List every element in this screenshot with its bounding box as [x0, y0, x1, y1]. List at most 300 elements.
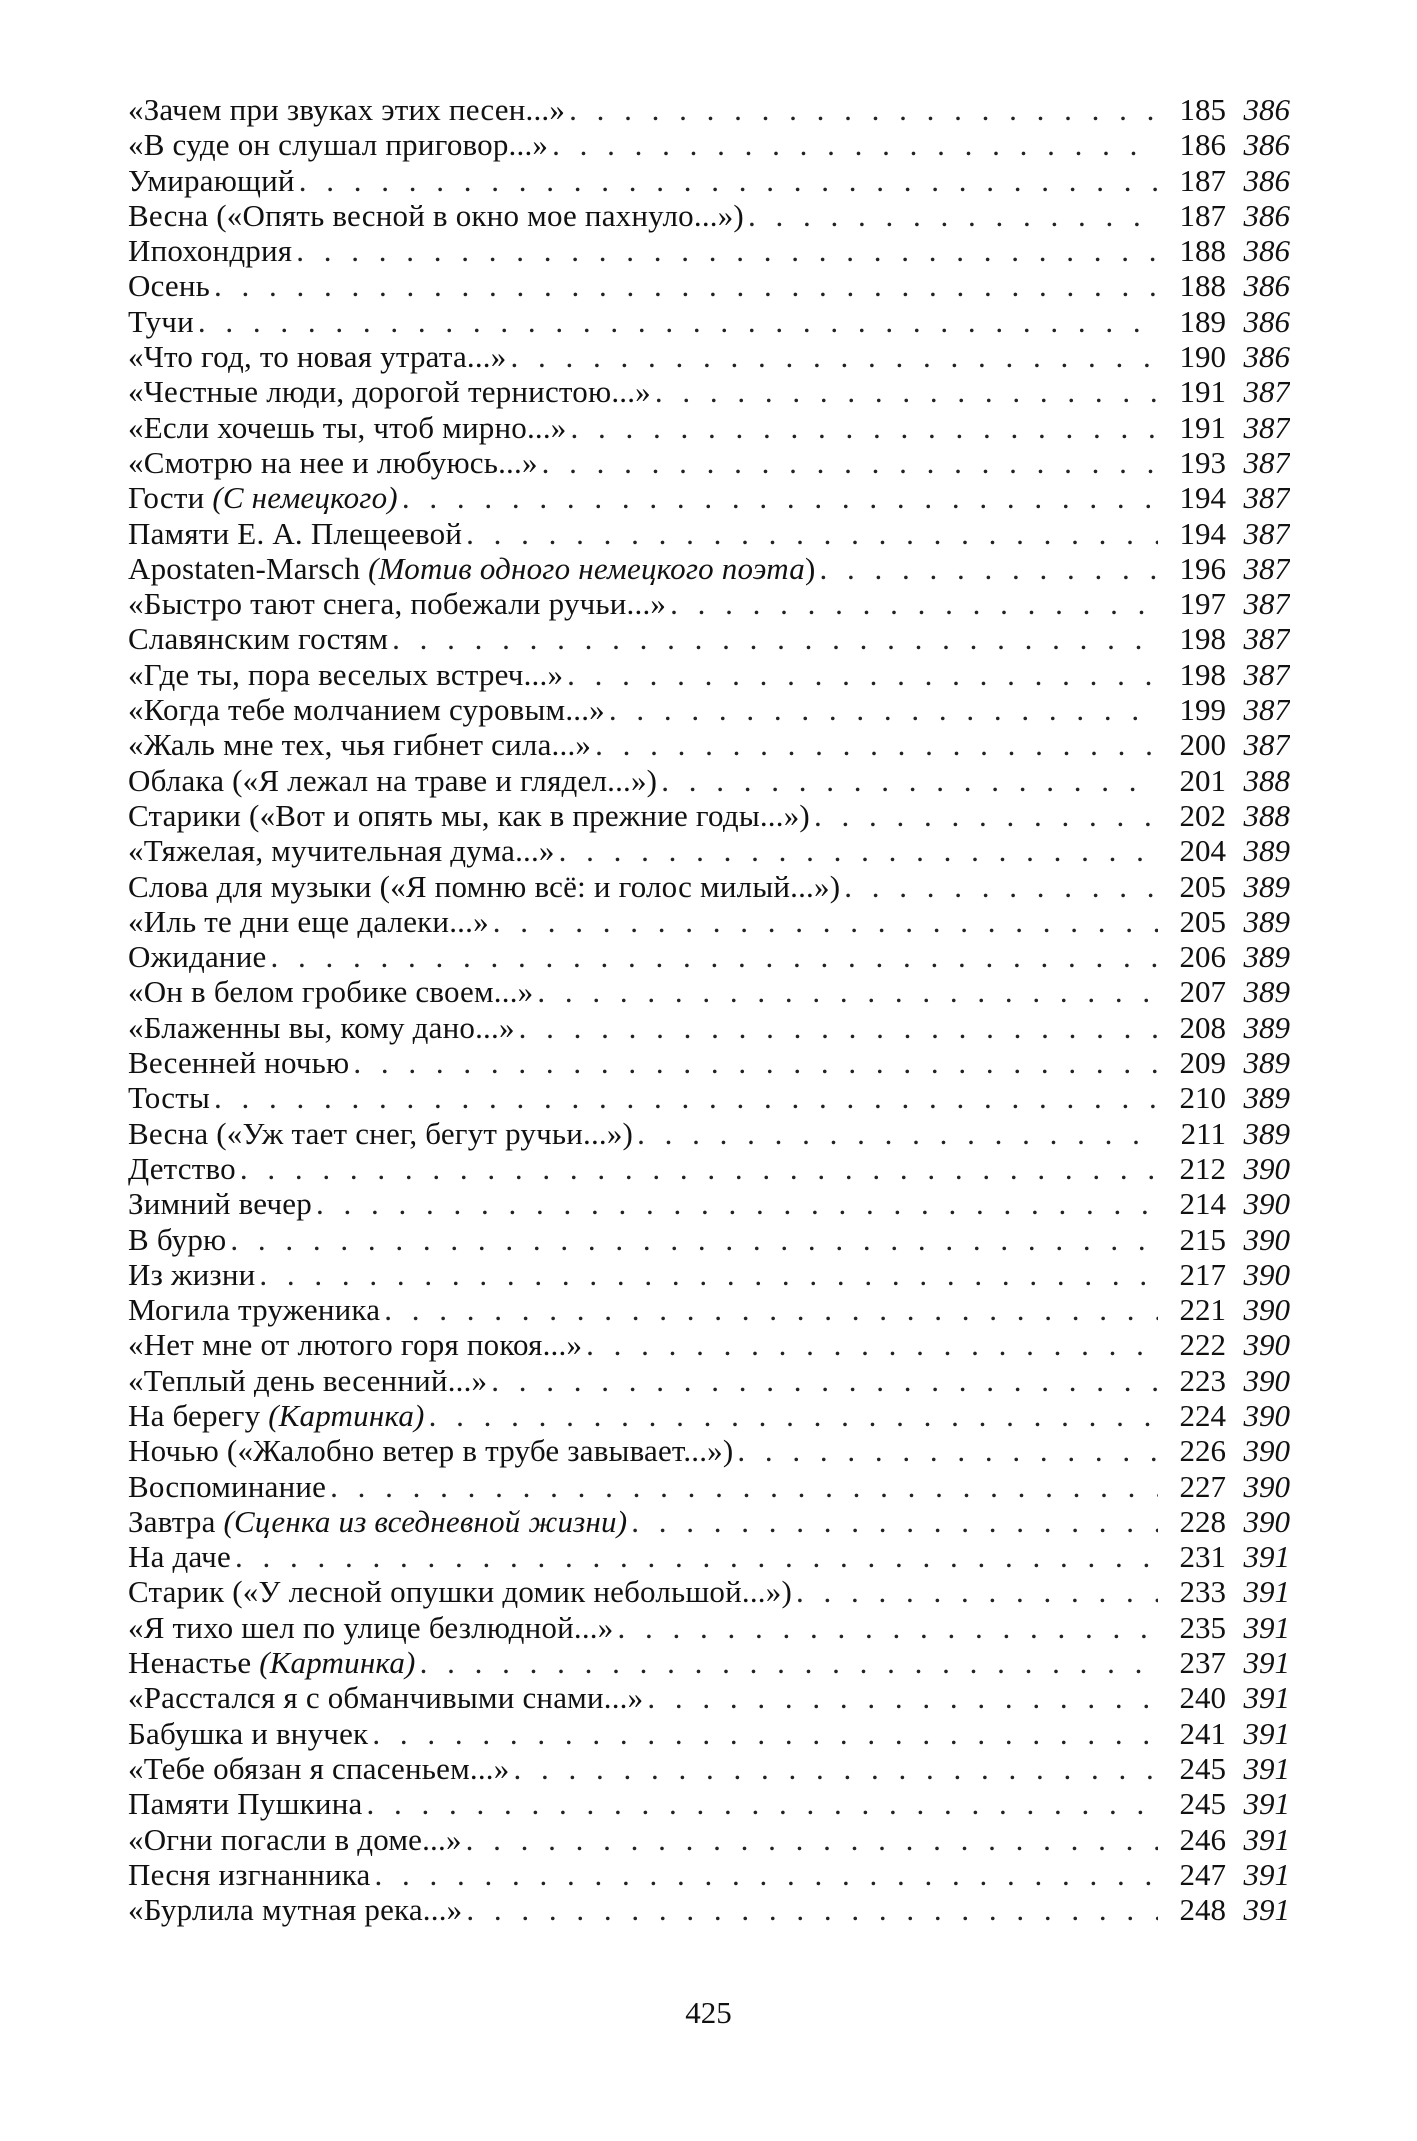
toc-entry — [128, 939, 1290, 974]
toc-entry-note-page: 389 — [1243, 1080, 1290, 1116]
dot-leader — [270, 939, 1158, 974]
toc-entry — [128, 198, 1290, 233]
toc-entry-title — [128, 1680, 643, 1715]
toc-entry-title — [128, 1080, 210, 1115]
dot-leader — [647, 1680, 1158, 1715]
toc-entry-title-text: Умирающий — [128, 162, 295, 198]
dot-leader — [655, 374, 1158, 409]
toc-entry-note-page: 386 — [1243, 339, 1290, 375]
toc-entry-page: 227 — [1179, 1468, 1226, 1504]
toc-entry-subtitle: (Сценка из вседневной жизни) — [223, 1503, 628, 1539]
toc-entry-note-page: 388 — [1243, 797, 1290, 833]
toc-entry-page: 217 — [1179, 1256, 1226, 1292]
dot-leader — [259, 1257, 1158, 1292]
dot-leader — [402, 480, 1158, 515]
toc-entry — [128, 1327, 1290, 1362]
toc-entry-note-page: 387 — [1243, 374, 1290, 410]
dot-leader — [235, 1539, 1158, 1574]
toc-entry-note-page: 391 — [1243, 1821, 1290, 1857]
toc-entry-title-text: Весенней ночью — [128, 1045, 350, 1081]
toc-entry-title-text: Детство — [128, 1150, 236, 1186]
toc-entry — [128, 1574, 1290, 1609]
toc-entry-note-page: 386 — [1243, 233, 1290, 269]
toc-entry-note-page: 390 — [1243, 1292, 1290, 1328]
toc-entry-subtitle: (Картинка) — [268, 1397, 425, 1433]
toc-entry-page: 204 — [1179, 833, 1226, 869]
toc-entry-note-page: 391 — [1243, 1892, 1290, 1928]
dot-leader — [571, 410, 1158, 445]
toc-entry-title — [128, 586, 666, 621]
toc-entry-title — [128, 869, 840, 904]
dot-leader — [466, 1822, 1158, 1857]
toc-entry — [128, 1786, 1290, 1821]
dot-leader — [796, 1574, 1158, 1609]
toc-entry-page: 208 — [1179, 1009, 1226, 1045]
toc-entry-page: 222 — [1179, 1327, 1226, 1363]
toc-entry-note-page: 390 — [1243, 1397, 1290, 1433]
toc-entry — [128, 1539, 1290, 1574]
dot-leader — [214, 1080, 1158, 1115]
toc-entry — [128, 692, 1290, 727]
toc-entry-title-text: «Бурлила мутная река...» — [128, 1892, 463, 1928]
toc-entry-title — [128, 1822, 462, 1857]
toc-entry-title — [128, 1504, 627, 1539]
toc-entry-page: 247 — [1179, 1856, 1226, 1892]
toc-entry-page: 186 — [1179, 127, 1226, 163]
toc-entry-title-text: «Где ты, пора веселых встреч...» — [128, 656, 564, 692]
toc-entry-note-page: 391 — [1243, 1786, 1290, 1822]
toc-entry-title-text: В бурю — [128, 1221, 227, 1257]
toc-entry-title-text: «Нет мне от лютого горя покоя...» — [128, 1327, 583, 1363]
dot-leader — [353, 1045, 1158, 1080]
toc-entry-page: 201 — [1179, 762, 1226, 798]
toc-entry — [128, 551, 1290, 586]
toc-entry-title-text: Из жизни — [128, 1256, 256, 1292]
dot-leader — [748, 198, 1158, 233]
toc-entry — [128, 1080, 1290, 1115]
toc-entry-title — [128, 727, 591, 762]
toc-entry-note-page: 389 — [1243, 1009, 1290, 1045]
toc-entry — [128, 1398, 1290, 1433]
toc-entry — [128, 1186, 1290, 1221]
toc-entry-page: 221 — [1179, 1292, 1226, 1328]
toc-entry-note-page: 389 — [1243, 974, 1290, 1010]
toc-entry-title — [128, 1751, 509, 1786]
toc-entry-title — [128, 939, 266, 974]
table-of-contents — [128, 92, 1290, 1927]
toc-entry-title — [128, 1222, 226, 1257]
toc-entry-title-text: «Когда тебе молчанием суровым...» — [128, 692, 605, 728]
toc-entry-title-text: Бабушка и внучек — [128, 1715, 369, 1751]
dot-leader — [240, 1151, 1158, 1186]
toc-entry-page: 231 — [1179, 1539, 1226, 1575]
toc-entry — [128, 410, 1290, 445]
toc-entry — [128, 1680, 1290, 1715]
toc-entry-subtitle: (Мотив одного немецкого поэта — [368, 550, 805, 586]
toc-entry — [128, 621, 1290, 656]
toc-entry — [128, 1363, 1290, 1398]
toc-entry — [128, 445, 1290, 480]
toc-entry-title — [128, 374, 651, 409]
toc-entry-title — [128, 1610, 613, 1645]
dot-leader — [617, 1610, 1158, 1645]
toc-entry-title — [128, 1539, 231, 1574]
toc-entry-page: 209 — [1179, 1045, 1226, 1081]
toc-entry-page: 194 — [1179, 515, 1226, 551]
toc-entry-title-text: «Теплый день весенний...» — [128, 1362, 488, 1398]
toc-entry-note-page: 387 — [1243, 550, 1290, 586]
dot-leader — [316, 1186, 1158, 1221]
toc-entry — [128, 1645, 1290, 1680]
toc-entry-title-text: «В суде он слушал приговор...» — [128, 127, 549, 163]
toc-entry-title-text: «Тебе обязан я спасеньем...» — [128, 1750, 510, 1786]
dot-leader — [493, 904, 1158, 939]
toc-entry-title — [128, 1716, 368, 1751]
toc-entry-title-text: Старики («Вот и опять мы, как в прежние годы...») — [128, 797, 810, 833]
dot-leader — [595, 727, 1158, 762]
toc-entry-note-page: 387 — [1243, 727, 1290, 763]
toc-entry — [128, 1822, 1290, 1857]
dot-leader — [384, 1292, 1158, 1327]
toc-entry-page: 233 — [1179, 1574, 1226, 1610]
toc-entry-note-page: 386 — [1243, 197, 1290, 233]
toc-entry-title — [128, 833, 555, 868]
toc-entry-title-text: «Тяжелая, мучительная дума...» — [128, 833, 555, 869]
dot-leader — [519, 1010, 1158, 1045]
dot-leader — [420, 1645, 1158, 1680]
toc-entry-note-page: 391 — [1243, 1715, 1290, 1751]
toc-entry-page: 189 — [1179, 303, 1226, 339]
toc-entry-page: 226 — [1179, 1433, 1226, 1469]
dot-leader — [670, 586, 1158, 621]
toc-entry-title — [128, 763, 657, 798]
toc-entry — [128, 1116, 1290, 1151]
toc-entry-title-text: «Быстро тают снега, побежали ручьи...» — [128, 586, 667, 622]
toc-entry — [128, 833, 1290, 868]
toc-entry-title-text: Воспоминание — [128, 1468, 327, 1504]
toc-entry — [128, 233, 1290, 268]
dot-leader — [542, 445, 1158, 480]
toc-entry-note-page: 388 — [1243, 762, 1290, 798]
dot-leader — [513, 1751, 1158, 1786]
toc-entry-page: 198 — [1179, 621, 1226, 657]
toc-entry-title-text: Зимний вечер — [128, 1186, 312, 1222]
toc-entry-title — [128, 163, 295, 198]
toc-entry-title — [128, 974, 533, 1009]
toc-entry — [128, 163, 1290, 198]
toc-entry-page: 190 — [1179, 339, 1226, 375]
toc-entry — [128, 763, 1290, 798]
dot-leader — [737, 1433, 1158, 1468]
toc-entry-page: 241 — [1179, 1715, 1226, 1751]
dot-leader — [491, 1363, 1158, 1398]
toc-entry-note-page: 387 — [1243, 692, 1290, 728]
toc-entry — [128, 727, 1290, 762]
toc-entry-title-text: «Он в белом гробике своем...» — [128, 974, 534, 1010]
toc-entry-title-text: ) — [804, 550, 816, 586]
toc-entry-title — [128, 268, 210, 303]
toc-entry — [128, 1857, 1290, 1892]
toc-entry-title-text: Ожидание — [128, 939, 267, 975]
toc-entry-page: 248 — [1179, 1892, 1226, 1928]
toc-entry-title-text: Тучи — [128, 303, 194, 339]
dot-leader — [214, 268, 1158, 303]
toc-entry-title-text: Песня изгнанника — [128, 1856, 371, 1892]
toc-entry-title — [128, 516, 462, 551]
toc-entry-note-page: 389 — [1243, 903, 1290, 939]
toc-entry-note-page: 389 — [1243, 939, 1290, 975]
toc-entry-note-page: 387 — [1243, 621, 1290, 657]
toc-entry-title-text: «Я тихо шел по улице безлюдной...» — [128, 1609, 614, 1645]
toc-entry-note-page: 387 — [1243, 409, 1290, 445]
toc-entry-page: 228 — [1179, 1503, 1226, 1539]
toc-entry-title-text: Памяти Пушкина — [128, 1786, 363, 1822]
toc-entry-note-page: 386 — [1243, 162, 1290, 198]
dot-leader — [631, 1504, 1158, 1539]
toc-entry-title-text: Осень — [128, 268, 211, 304]
toc-entry-title — [128, 480, 398, 515]
toc-entry — [128, 798, 1290, 833]
toc-entry — [128, 869, 1290, 904]
dot-leader — [466, 1892, 1158, 1927]
dot-leader — [814, 798, 1158, 833]
toc-entry-page: 199 — [1179, 692, 1226, 728]
toc-entry — [128, 657, 1290, 692]
dot-leader — [586, 1327, 1158, 1362]
toc-entry-note-page: 387 — [1243, 444, 1290, 480]
toc-entry-title — [128, 92, 565, 127]
toc-entry-title — [128, 1363, 487, 1398]
toc-entry — [128, 1716, 1290, 1751]
toc-entry-title — [128, 621, 388, 656]
toc-entry-page: 223 — [1179, 1362, 1226, 1398]
toc-entry-note-page: 386 — [1243, 92, 1290, 127]
dot-leader — [819, 551, 1158, 586]
toc-entry-title-text: Старик («У лесной опушки домик небольшой...») — [128, 1574, 792, 1610]
dot-leader — [552, 127, 1158, 162]
toc-entry-title — [128, 1469, 326, 1504]
toc-entry-page: 187 — [1179, 197, 1226, 233]
toc-entry-title-text: «Смотрю на нее и любуюсь...» — [128, 444, 538, 480]
toc-entry-page: 210 — [1179, 1080, 1226, 1116]
toc-entry-title — [128, 445, 538, 480]
toc-entry-title — [128, 1433, 733, 1468]
toc-entry-note-page: 386 — [1243, 303, 1290, 339]
toc-entry-title — [128, 1186, 312, 1221]
toc-entry-page: 237 — [1179, 1645, 1226, 1681]
toc-entry-page: 224 — [1179, 1397, 1226, 1433]
toc-entry-title-text: «Иль те дни еще далеки...» — [128, 903, 489, 939]
toc-entry-note-page: 391 — [1243, 1680, 1290, 1716]
toc-entry-page: 188 — [1179, 233, 1226, 269]
dot-leader — [366, 1786, 1158, 1821]
toc-entry-page: 211 — [1180, 1115, 1226, 1151]
toc-entry — [128, 268, 1290, 303]
toc-entry-page: 207 — [1179, 974, 1226, 1010]
toc-entry — [128, 127, 1290, 162]
toc-entry-page: 245 — [1179, 1786, 1226, 1822]
toc-entry — [128, 1892, 1290, 1927]
toc-entry-note-page: 391 — [1243, 1574, 1290, 1610]
toc-entry-title — [128, 304, 194, 339]
toc-entry-title — [128, 1116, 633, 1151]
toc-entry-title-text: «Огни погасли в доме...» — [128, 1821, 462, 1857]
toc-entry — [128, 1257, 1290, 1292]
dot-leader — [844, 869, 1158, 904]
toc-entry-title — [128, 657, 563, 692]
toc-entry-note-page: 391 — [1243, 1645, 1290, 1681]
toc-entry-note-page: 391 — [1243, 1539, 1290, 1575]
toc-entry-title — [128, 1645, 416, 1680]
toc-entry — [128, 974, 1290, 1009]
toc-entry — [128, 1292, 1290, 1327]
toc-entry-page: 191 — [1179, 374, 1226, 410]
toc-entry-subtitle: (Картинка) — [259, 1645, 416, 1681]
toc-entry-title — [128, 1398, 425, 1433]
toc-entry-page: 187 — [1179, 162, 1226, 198]
toc-entry-page: 202 — [1179, 797, 1226, 833]
toc-entry-page: 197 — [1179, 586, 1226, 622]
toc-entry-title-text: Ночью («Жалобно ветер в трубе завывает...») — [128, 1433, 734, 1469]
toc-entry-note-page: 389 — [1243, 833, 1290, 869]
toc-entry-title — [128, 904, 489, 939]
toc-entry-subtitle: (С немецкого) — [212, 480, 398, 516]
toc-entry-title — [128, 551, 815, 586]
toc-entry-title — [128, 1151, 236, 1186]
toc-entry-title — [128, 1010, 515, 1045]
dot-leader — [661, 763, 1158, 798]
toc-entry — [128, 1010, 1290, 1045]
toc-entry-title-text: Облака («Я лежал на траве и глядел...») — [128, 762, 658, 798]
dot-leader — [609, 692, 1158, 727]
toc-entry — [128, 1504, 1290, 1539]
toc-entry-title — [128, 1892, 462, 1927]
dot-leader — [510, 339, 1158, 374]
toc-entry-note-page: 386 — [1243, 127, 1290, 163]
toc-entry-page: 193 — [1179, 444, 1226, 480]
toc-entry-page: 205 — [1179, 868, 1226, 904]
toc-entry-title-text: Могила труженика — [128, 1292, 381, 1328]
toc-entry-title — [128, 692, 605, 727]
toc-entry-page: 196 — [1179, 550, 1226, 586]
toc-entry-title — [128, 1327, 582, 1362]
toc-entry — [128, 586, 1290, 621]
toc-entry-note-page: 389 — [1243, 1115, 1290, 1151]
toc-entry — [128, 1751, 1290, 1786]
toc-entry-title-text: «Честные люди, дорогой тернистою...» — [128, 374, 651, 410]
dot-leader — [429, 1398, 1158, 1433]
toc-entry-title-text: «Зачем при звуках этих песен...» — [128, 92, 566, 127]
toc-entry-note-page: 387 — [1243, 656, 1290, 692]
toc-entry — [128, 1045, 1290, 1080]
toc-entry-note-page: 387 — [1243, 480, 1290, 516]
toc-entry — [128, 304, 1290, 339]
toc-entry-page: 205 — [1179, 903, 1226, 939]
dot-leader — [330, 1469, 1158, 1504]
toc-entry-page: 240 — [1179, 1680, 1226, 1716]
toc-entry — [128, 92, 1290, 127]
toc-entry-note-page: 390 — [1243, 1362, 1290, 1398]
toc-entry-title-text: Весна («Уж тает снег, бегут ручьи...») — [128, 1115, 634, 1151]
toc-entry-page: 245 — [1179, 1750, 1226, 1786]
toc-entry-title — [128, 198, 744, 233]
toc-entry — [128, 1433, 1290, 1468]
toc-entry-title-text: Весна («Опять весной в окно мое пахнуло...») — [128, 197, 744, 233]
dot-leader — [198, 304, 1158, 339]
dot-leader — [372, 1716, 1158, 1751]
toc-entry — [128, 516, 1290, 551]
toc-entry-note-page: 386 — [1243, 268, 1290, 304]
toc-entry-title-text: «Расстался я с обманчивыми снами...» — [128, 1680, 644, 1716]
toc-entry-note-page: 391 — [1243, 1750, 1290, 1786]
toc-entry-page: 215 — [1179, 1221, 1226, 1257]
toc-entry-title — [128, 410, 567, 445]
toc-entry-title-text: На берегу — [128, 1397, 269, 1433]
toc-entry-page: 214 — [1179, 1186, 1226, 1222]
dot-leader — [230, 1222, 1158, 1257]
toc-entry-title-text: Ненастье — [128, 1645, 260, 1681]
toc-entry — [128, 1222, 1290, 1257]
toc-entry — [128, 480, 1290, 515]
toc-entry-note-page: 390 — [1243, 1327, 1290, 1363]
dot-leader — [569, 92, 1158, 127]
toc-entry-title-text: «Блаженны вы, кому дано...» — [128, 1009, 515, 1045]
dot-leader — [559, 833, 1158, 868]
toc-entry-title — [128, 1045, 349, 1080]
toc-entry-note-page: 391 — [1243, 1609, 1290, 1645]
toc-entry-title-text: Памяти Е. А. Плещеевой — [128, 515, 463, 551]
toc-entry-note-page: 387 — [1243, 515, 1290, 551]
toc-entry-title — [128, 127, 548, 162]
toc-entry-title — [128, 1292, 380, 1327]
toc-entry-page: 191 — [1179, 409, 1226, 445]
toc-entry-title-text: Ипохондрия — [128, 233, 293, 269]
dot-leader — [637, 1116, 1158, 1151]
toc-entry-page: 198 — [1179, 656, 1226, 692]
toc-entry-title-text: Завтра — [128, 1503, 224, 1539]
toc-entry — [128, 1151, 1290, 1186]
toc-entry-title — [128, 798, 810, 833]
toc-entry-note-page: 390 — [1243, 1503, 1290, 1539]
toc-entry-title-text: «Что год, то новая утрата...» — [128, 339, 507, 375]
toc-entry-page: 200 — [1179, 727, 1226, 763]
toc-entry-page: 212 — [1179, 1150, 1226, 1186]
toc-entry — [128, 1469, 1290, 1504]
toc-entry-title-text: «Если хочешь ты, чтоб мирно...» — [128, 409, 567, 445]
toc-entry-page: 246 — [1179, 1821, 1226, 1857]
toc-entry-note-page: 390 — [1243, 1186, 1290, 1222]
toc-entry-page: 206 — [1179, 939, 1226, 975]
page-number: 425 — [685, 1995, 732, 2030]
toc-entry-page: 235 — [1179, 1609, 1226, 1645]
toc-entry — [128, 904, 1290, 939]
toc-entry-note-page: 389 — [1243, 868, 1290, 904]
toc-entry-note-page: 390 — [1243, 1221, 1290, 1257]
toc-entry — [128, 374, 1290, 409]
dot-leader — [466, 516, 1158, 551]
toc-entry-title-text: Apostaten-Marsch — [128, 550, 369, 586]
toc-entry-title — [128, 1857, 371, 1892]
toc-entry — [128, 339, 1290, 374]
toc-entry-title-text: «Жаль мне тех, чья гибнет сила...» — [128, 727, 592, 763]
toc-entry-note-page: 390 — [1243, 1150, 1290, 1186]
toc-entry-page: 185 — [1179, 92, 1226, 127]
toc-entry-page: 194 — [1179, 480, 1226, 516]
toc-entry-note-page: 390 — [1243, 1256, 1290, 1292]
toc-entry-title — [128, 1786, 362, 1821]
toc-entry-title — [128, 1574, 792, 1609]
toc-entry-note-page: 387 — [1243, 586, 1290, 622]
